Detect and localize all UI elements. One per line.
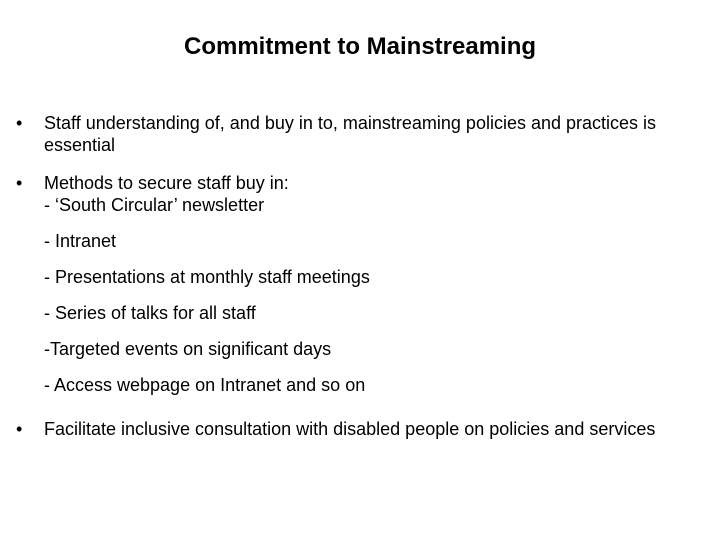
- sub-item-intranet: - Intranet: [44, 231, 117, 251]
- sub-item-targeted-events: -Targeted events on significant days: [44, 339, 332, 359]
- bullet-list-tail: [16, 418, 706, 440]
- bullet-list: [16, 112, 706, 396]
- bullet-item: [16, 172, 706, 396]
- bullet-dot-icon: •: [16, 419, 23, 439]
- bullet-text: Methods to secure staff buy in:: [44, 173, 289, 193]
- bullet-text: Facilitate inclusive consultation with disabled people on policies and services: [44, 419, 656, 439]
- bullet-text: Staff understanding of, and buy in to, mainstreaming policies and practices is essential: [44, 113, 657, 155]
- sub-item-access-webpage: - Access webpage on Intranet and so on: [44, 375, 366, 395]
- bullet-dot-icon: •: [16, 113, 23, 133]
- sub-item-newsletter: - ‘South Circular’ newsletter: [44, 195, 265, 215]
- sub-item-talks: - Series of talks for all staff: [44, 303, 256, 323]
- sub-item-presentations: - Presentations at monthly staff meetings: [44, 267, 370, 287]
- slide-title: Commitment to Mainstreaming: [183, 33, 537, 60]
- bullet-item: [16, 112, 706, 156]
- bullet-dot-icon: •: [16, 173, 23, 193]
- bullet-item: [16, 418, 706, 440]
